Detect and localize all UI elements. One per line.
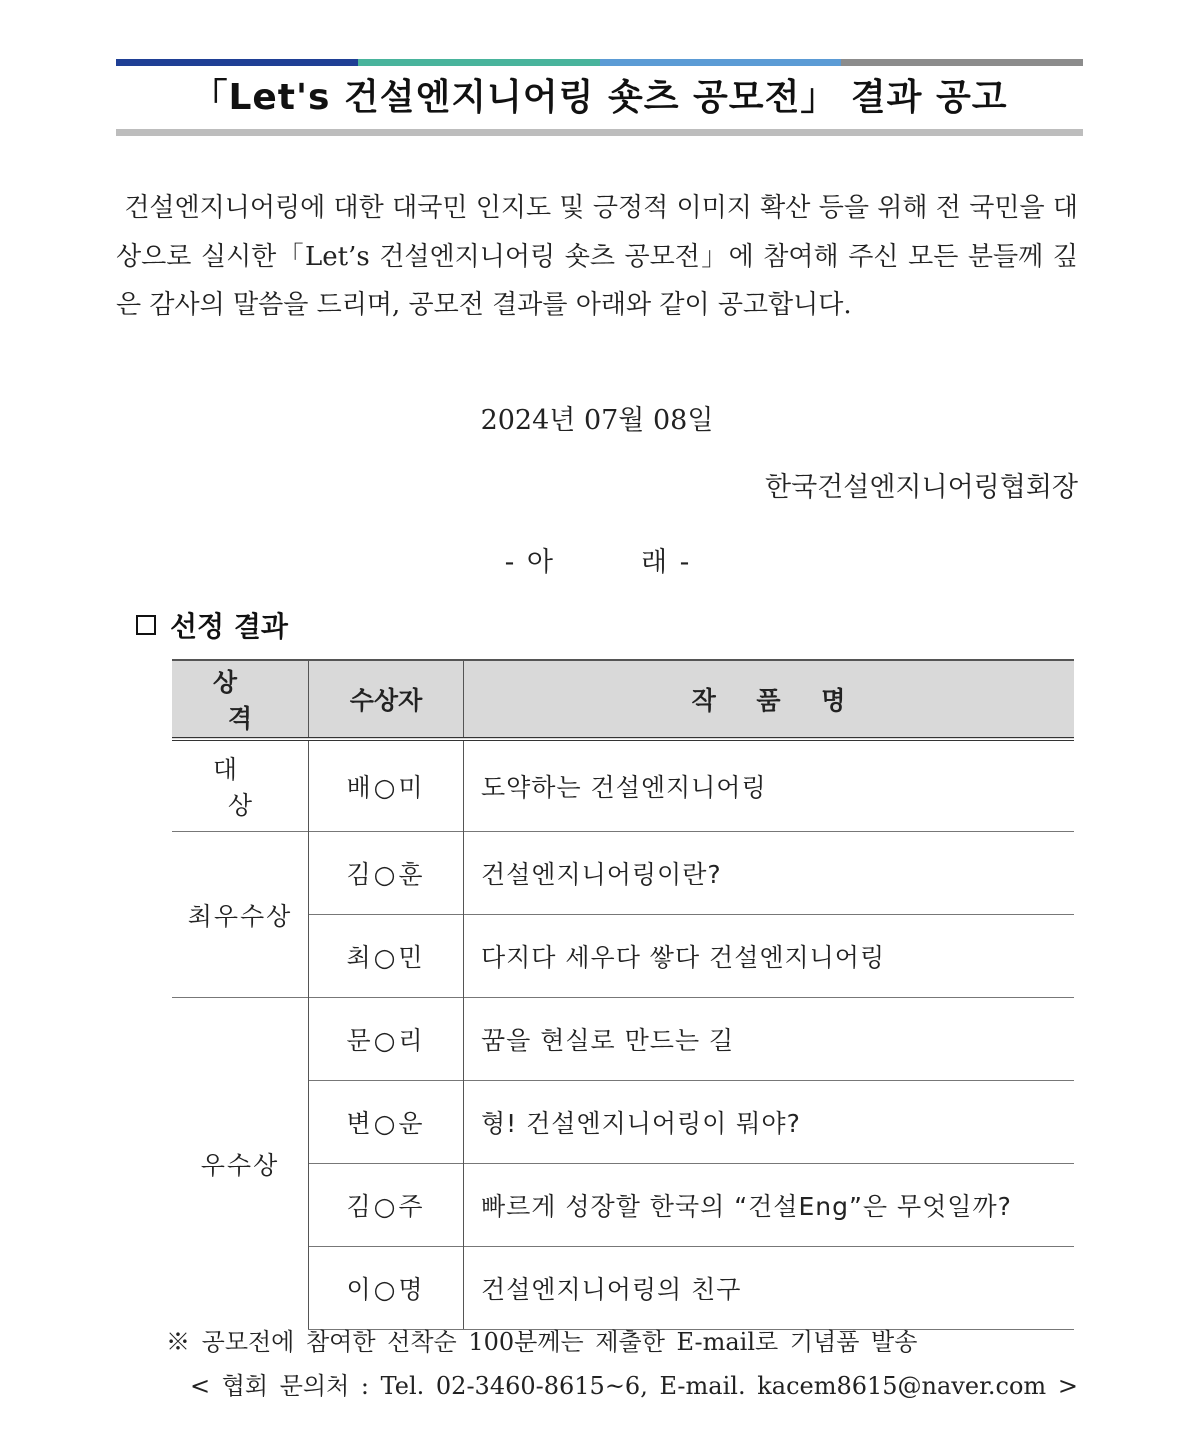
winner-cell: 배○미 [309,739,464,832]
results-table [172,659,1074,1330]
work-cell: 건설엔지니어링의 친구 [464,1247,1075,1330]
section-heading [136,605,288,645]
table-row [172,739,1074,832]
header-winner: 수상자 [309,660,464,739]
award-cell: 우수상 [172,998,309,1330]
work-cell: 형! 건설엔지니어링이 뭐야? [464,1081,1075,1164]
work-cell: 빠르게 성장할 한국의 “건설Eng”은 무엇일까? [464,1164,1075,1247]
section-title: 선정 결과 [170,610,288,643]
below-heading-right: 래 - [641,547,690,578]
page-title: 「Let's 건설엔지니어링 숏츠 공모전」 결과 공고 [191,77,1008,118]
below-heading-left: - 아 [504,547,553,578]
winner-cell: 김○훈 [309,832,464,915]
intro-paragraph [116,184,1078,330]
winner-cell: 최○민 [309,915,464,998]
signature: 한국건설엔지니어링협회장 [765,472,1078,503]
winner-cell: 이○명 [309,1247,464,1330]
winner-cell: 문○리 [309,998,464,1081]
bar-segment-blue [600,59,842,66]
bar-segment-teal [358,59,600,66]
bar-segment-navy [116,59,358,66]
footnote: ※ 공모전에 참여한 선착순 100분께는 제출한 E-mail로 기념품 발송 [166,1328,918,1356]
title-color-bar [116,59,1083,66]
table-row [172,998,1074,1081]
bar-segment-gray [841,59,1083,66]
work-cell: 다지다 세우다 쌓다 건설엔지니어링 [464,915,1075,998]
winner-cell: 변○운 [309,1081,464,1164]
table-header-row [172,660,1074,739]
award-cell: 최우수상 [172,832,309,998]
header-work: 작 품 명 [464,660,1075,739]
intro-text: 건설엔지니어링에 대한 대국민 인지도 및 긍정적 이미지 확산 등을 위해 전 국민을 대상으로 실시한「Let’s 건설엔지니어링 숏츠 공모전」에 참여해 주신 모든 분들께 깊은 감사의 말씀을 드리며, 공모전 결과를 아래와 같이 공고합니다. [116,193,1078,320]
table-row [172,832,1074,915]
announcement-date: 2024년 07월 08일 [480,405,714,436]
work-cell: 건설엔지니어링이란? [464,832,1075,915]
work-cell: 도약하는 건설엔지니어링 [464,739,1075,832]
winner-cell: 김○주 [309,1164,464,1247]
work-cell: 꿈을 현실로 만드는 길 [464,998,1075,1081]
contact-info: < 협회 문의처 : Tel. 02-3460-8615~6, E-mail. kacem8615@naver.com > [190,1372,1078,1400]
checkbox-icon [136,615,156,635]
award-cell: 대 상 [172,739,309,832]
below-heading [116,540,1078,579]
header-award: 상 격 [172,660,309,739]
title-underline-bar [116,129,1083,136]
